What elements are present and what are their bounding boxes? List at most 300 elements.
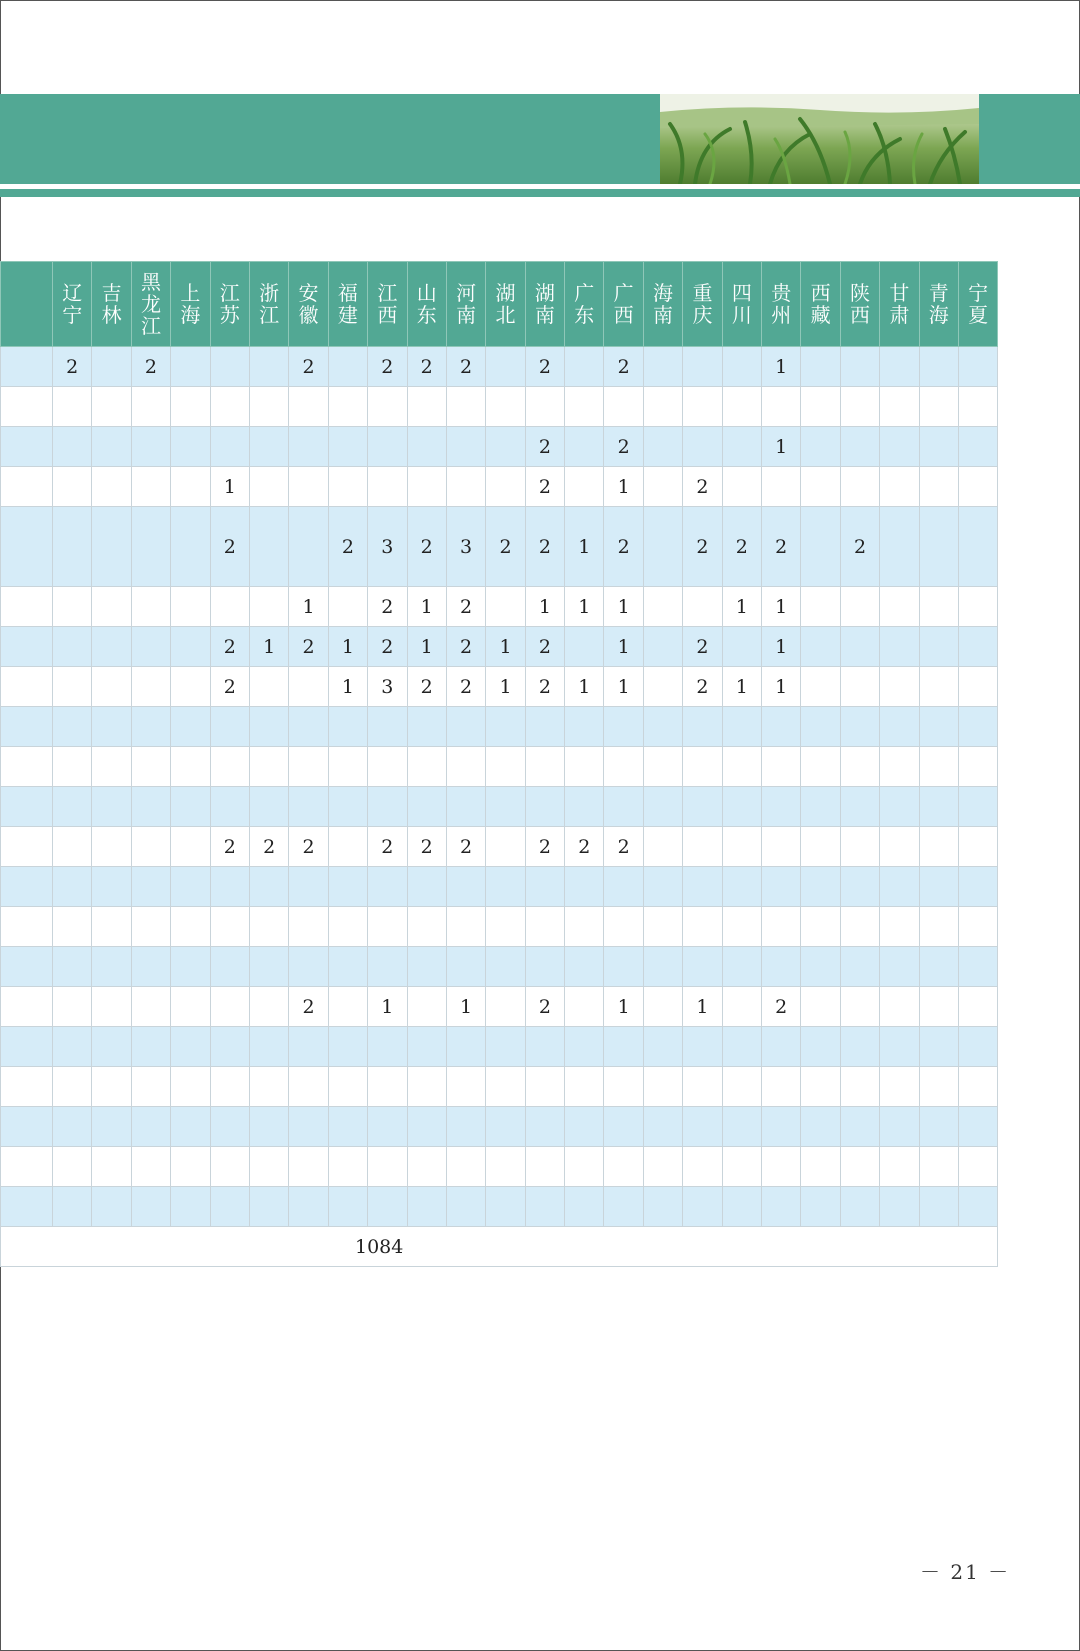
table-cell [565, 787, 604, 827]
table-cell [53, 867, 92, 907]
row-label-cell [1, 867, 53, 907]
table-cell [486, 1067, 525, 1107]
table-cell [92, 707, 131, 747]
table-cell [762, 827, 801, 867]
table-cell: 1 [722, 667, 761, 707]
column-header-char: 东 [574, 303, 595, 327]
table-cell [643, 1067, 682, 1107]
table-cell [171, 987, 210, 1027]
table-cell [368, 1107, 407, 1147]
table-cell: 1 [407, 627, 446, 667]
table-cell [53, 907, 92, 947]
table-cell [722, 387, 761, 427]
table-cell [289, 467, 328, 507]
table-cell [289, 747, 328, 787]
table-cell [171, 507, 210, 587]
table-cell [368, 787, 407, 827]
table-cell [919, 707, 958, 747]
table-cell [92, 1067, 131, 1107]
column-header-char: 吉 [101, 281, 122, 305]
table-row [1, 987, 998, 1027]
table-cell [801, 787, 840, 827]
table-cell [171, 1027, 210, 1067]
table-row [1, 627, 998, 667]
table-cell: 1 [249, 627, 288, 667]
table-cell [368, 1067, 407, 1107]
table-cell [643, 787, 682, 827]
table-cell [131, 947, 170, 987]
table-cell: 1 [604, 587, 643, 627]
table-cell [880, 387, 919, 427]
table-cell [289, 427, 328, 467]
table-cell [289, 1067, 328, 1107]
column-header-char: 苏 [219, 303, 240, 327]
table-cell [840, 1027, 879, 1067]
table-cell: 2 [407, 347, 446, 387]
table-cell [801, 387, 840, 427]
table-cell [880, 507, 919, 587]
column-header-char: 青 [928, 281, 949, 305]
table-cell [92, 347, 131, 387]
table-cell: 2 [525, 667, 564, 707]
column-header-char: 宁 [62, 303, 83, 327]
table-cell [643, 387, 682, 427]
table-cell [171, 667, 210, 707]
column-header-char: 江 [259, 303, 280, 327]
column-header-char: 浙 [259, 281, 280, 305]
column-header-char: 海 [180, 303, 201, 327]
table-cell [249, 667, 288, 707]
table-cell [722, 1147, 761, 1187]
table-cell: 1 [722, 587, 761, 627]
table-cell [486, 707, 525, 747]
table-cell: 2 [446, 587, 485, 627]
table-cell [801, 347, 840, 387]
table-cell: 2 [210, 667, 249, 707]
table-cell: 2 [565, 827, 604, 867]
table-cell [643, 867, 682, 907]
page-number: － 21 － [920, 1560, 1011, 1584]
table-cell [722, 707, 761, 747]
table-row [1, 347, 998, 387]
table-cell [880, 987, 919, 1027]
table-cell [92, 987, 131, 1027]
table-cell [486, 1027, 525, 1067]
column-header-char: 湖 [495, 281, 516, 305]
column-header [565, 262, 604, 347]
table-row [1, 507, 998, 587]
table-cell [53, 1027, 92, 1067]
table-cell: 1 [604, 467, 643, 507]
table-cell: 2 [289, 987, 328, 1027]
table-cell [919, 467, 958, 507]
table-cell [53, 947, 92, 987]
table-cell [565, 1187, 604, 1227]
table-cell: 2 [683, 667, 722, 707]
table-cell [249, 1187, 288, 1227]
table-cell [919, 787, 958, 827]
table-cell [486, 1147, 525, 1187]
table-cell [880, 907, 919, 947]
table-cell [683, 347, 722, 387]
table-cell [92, 587, 131, 627]
table-cell [880, 427, 919, 467]
table-cell [486, 427, 525, 467]
table-cell: 1 [762, 667, 801, 707]
table-cell [880, 587, 919, 627]
table-cell: 2 [368, 587, 407, 627]
table-cell [525, 747, 564, 787]
column-header-char: 川 [731, 303, 752, 327]
table-cell: 3 [446, 507, 485, 587]
table-cell: 3 [368, 667, 407, 707]
table-cell [840, 467, 879, 507]
table-cell [722, 1107, 761, 1147]
column-header-char: 西 [613, 303, 634, 327]
table-row [1, 907, 998, 947]
table-cell [801, 827, 840, 867]
column-header-char: 肃 [889, 303, 910, 327]
table-cell: 3 [368, 507, 407, 587]
column-header-char: 福 [337, 281, 358, 305]
table-cell [249, 467, 288, 507]
table-cell [958, 747, 997, 787]
table-cell: 2 [525, 467, 564, 507]
table-cell: 1 [762, 627, 801, 667]
table-cell [565, 1067, 604, 1107]
table-cell: 2 [525, 507, 564, 587]
table-cell [643, 827, 682, 867]
table-cell [604, 1187, 643, 1227]
table-cell [210, 1147, 249, 1187]
table-cell [131, 587, 170, 627]
table-cell [643, 987, 682, 1027]
table-cell [958, 987, 997, 1027]
table-cell [368, 1147, 407, 1187]
table-cell [683, 387, 722, 427]
table-cell [368, 1187, 407, 1227]
table-cell [289, 947, 328, 987]
table-cell [53, 1107, 92, 1147]
table-cell: 2 [210, 827, 249, 867]
table-cell [171, 427, 210, 467]
table-cell [525, 907, 564, 947]
table-cell [525, 1067, 564, 1107]
table-cell [328, 747, 367, 787]
table-cell [289, 387, 328, 427]
row-label-cell [1, 1107, 53, 1147]
corn-field-photo [660, 94, 979, 184]
table-cell: 2 [407, 827, 446, 867]
table-cell [604, 907, 643, 947]
table-cell: 2 [446, 667, 485, 707]
table-cell [919, 1147, 958, 1187]
table-cell [801, 627, 840, 667]
table-cell [958, 907, 997, 947]
table-cell [53, 827, 92, 867]
table-cell [92, 827, 131, 867]
table-cell [328, 1147, 367, 1187]
table-cell [171, 1107, 210, 1147]
table-cell [643, 707, 682, 747]
table-cell [880, 1067, 919, 1107]
table-cell [131, 387, 170, 427]
table-cell [958, 587, 997, 627]
column-header-char: 宁 [968, 281, 989, 305]
table-cell [525, 867, 564, 907]
table-cell [604, 1027, 643, 1067]
column-header-char: 安 [298, 281, 319, 305]
table-cell: 2 [289, 827, 328, 867]
table-cell [840, 707, 879, 747]
row-label-cell [1, 907, 53, 947]
table-cell [210, 1107, 249, 1147]
table-cell [919, 347, 958, 387]
table-cell [407, 907, 446, 947]
table-cell [368, 707, 407, 747]
row-label-cell [1, 1147, 53, 1187]
column-header-char: 夏 [968, 303, 989, 327]
table-cell [880, 1027, 919, 1067]
row-label-cell [1, 1187, 53, 1227]
table-cell [880, 787, 919, 827]
table-cell [407, 427, 446, 467]
table-cell [643, 1187, 682, 1227]
table-cell [53, 707, 92, 747]
table-cell: 2 [368, 347, 407, 387]
row-label-cell [1, 1027, 53, 1067]
table-cell [486, 787, 525, 827]
table-cell [958, 427, 997, 467]
table-cell [171, 587, 210, 627]
table-cell: 2 [407, 667, 446, 707]
table-cell [880, 947, 919, 987]
table-cell [801, 1067, 840, 1107]
table-cell [328, 827, 367, 867]
table-row [1, 707, 998, 747]
column-header [762, 262, 801, 347]
table-cell [762, 907, 801, 947]
table-cell [171, 827, 210, 867]
table-cell [92, 1187, 131, 1227]
table-row [1, 1027, 998, 1067]
table-cell [328, 387, 367, 427]
table-cell: 2 [762, 987, 801, 1027]
table-cell [249, 747, 288, 787]
table-cell [171, 907, 210, 947]
table-cell [919, 947, 958, 987]
table-cell [92, 1027, 131, 1067]
table-cell [762, 947, 801, 987]
table-cell [604, 867, 643, 907]
table-cell [762, 1147, 801, 1187]
table-cell [289, 907, 328, 947]
table-cell [368, 747, 407, 787]
table-cell [840, 1067, 879, 1107]
table-cell [958, 787, 997, 827]
table-cell [446, 907, 485, 947]
column-header-char: 江 [219, 281, 240, 305]
column-header [683, 262, 722, 347]
table-cell [919, 987, 958, 1027]
table-cell [289, 1147, 328, 1187]
table-cell [92, 467, 131, 507]
table-cell [210, 587, 249, 627]
table-cell [446, 867, 485, 907]
table-cell [919, 1027, 958, 1067]
table-cell [762, 387, 801, 427]
table-cell [958, 1027, 997, 1067]
table-cell [958, 1187, 997, 1227]
table-cell [722, 627, 761, 667]
table-row [1, 1187, 998, 1227]
table-cell [762, 467, 801, 507]
table-cell [525, 787, 564, 827]
column-header [801, 262, 840, 347]
table-cell [683, 707, 722, 747]
table-cell: 1 [289, 587, 328, 627]
table-cell: 2 [328, 507, 367, 587]
table-cell [801, 507, 840, 587]
table-cell [249, 427, 288, 467]
table-cell [840, 347, 879, 387]
table-cell [249, 387, 288, 427]
table-cell [328, 707, 367, 747]
table-cell [131, 1027, 170, 1067]
row-label-cell [1, 627, 53, 667]
table-cell [958, 1067, 997, 1107]
table-cell [171, 1147, 210, 1187]
table-cell [525, 387, 564, 427]
table-cell: 1 [328, 667, 367, 707]
table-cell [919, 387, 958, 427]
column-header-char: 南 [456, 303, 477, 327]
table-cell [880, 707, 919, 747]
column-header [407, 262, 446, 347]
table-cell: 2 [683, 507, 722, 587]
column-header-char: 广 [574, 281, 595, 305]
table-cell [171, 1067, 210, 1107]
column-header [919, 262, 958, 347]
table-cell [131, 1107, 170, 1147]
table-cell [919, 587, 958, 627]
table-cell [210, 427, 249, 467]
table-cell [53, 1067, 92, 1107]
table-cell: 1 [486, 667, 525, 707]
table-cell [643, 1107, 682, 1147]
table-cell [53, 627, 92, 667]
table-cell [919, 867, 958, 907]
table-row [1, 1147, 998, 1187]
table-cell [683, 587, 722, 627]
table-cell [92, 747, 131, 787]
table-cell [722, 867, 761, 907]
table-cell [880, 747, 919, 787]
table-cell [407, 1027, 446, 1067]
table-cell: 2 [604, 347, 643, 387]
row-label-cell [1, 387, 53, 427]
table-cell [289, 1187, 328, 1227]
table-cell [131, 467, 170, 507]
table-cell [407, 1107, 446, 1147]
table-cell: 2 [210, 627, 249, 667]
table-cell: 2 [486, 507, 525, 587]
table-cell [801, 467, 840, 507]
column-header-char: 州 [771, 303, 792, 327]
table-cell [249, 1067, 288, 1107]
table-cell: 2 [683, 627, 722, 667]
table-cell: 1 [604, 987, 643, 1027]
table-cell [210, 987, 249, 1027]
table-cell [92, 1107, 131, 1147]
column-header-char: 海 [928, 303, 949, 327]
table-cell [92, 867, 131, 907]
table-cell [958, 1107, 997, 1147]
table-cell: 2 [525, 827, 564, 867]
table-cell [683, 867, 722, 907]
column-header-char: 龙 [140, 292, 161, 316]
table-cell [446, 947, 485, 987]
table-cell [92, 387, 131, 427]
table-cell [171, 467, 210, 507]
table-cell [958, 467, 997, 507]
table-cell [762, 1067, 801, 1107]
table-cell [210, 347, 249, 387]
table-row [1, 387, 998, 427]
column-header-char: 陕 [850, 281, 870, 305]
table-cell [328, 1107, 367, 1147]
table-cell [407, 787, 446, 827]
column-header-char: 广 [613, 281, 634, 305]
table-cell [919, 907, 958, 947]
table-cell [643, 627, 682, 667]
table-cell [210, 1027, 249, 1067]
table-cell [171, 747, 210, 787]
table-cell [683, 1027, 722, 1067]
table-cell [840, 827, 879, 867]
table-cell [840, 1107, 879, 1147]
table-cell [171, 947, 210, 987]
column-header [131, 262, 170, 347]
table-cell [446, 1147, 485, 1187]
table-cell [722, 1067, 761, 1107]
table-cell [53, 467, 92, 507]
table-cell [249, 587, 288, 627]
table-cell [53, 427, 92, 467]
table-cell [958, 667, 997, 707]
table-cell [328, 947, 367, 987]
table-cell [604, 387, 643, 427]
column-header-char: 重 [692, 281, 713, 305]
table-cell [171, 867, 210, 907]
table-cell [722, 347, 761, 387]
table-cell [407, 467, 446, 507]
table-cell [762, 747, 801, 787]
table-cell [840, 947, 879, 987]
table-cell [486, 747, 525, 787]
table-cell [328, 587, 367, 627]
table-cell [919, 827, 958, 867]
table-cell [919, 667, 958, 707]
table-cell [801, 747, 840, 787]
total-row [1, 1227, 998, 1267]
table-cell [683, 1147, 722, 1187]
table-cell: 2 [604, 827, 643, 867]
row-label-cell [1, 827, 53, 867]
table-cell [131, 747, 170, 787]
column-header-char: 南 [534, 303, 555, 327]
column-header [171, 262, 210, 347]
